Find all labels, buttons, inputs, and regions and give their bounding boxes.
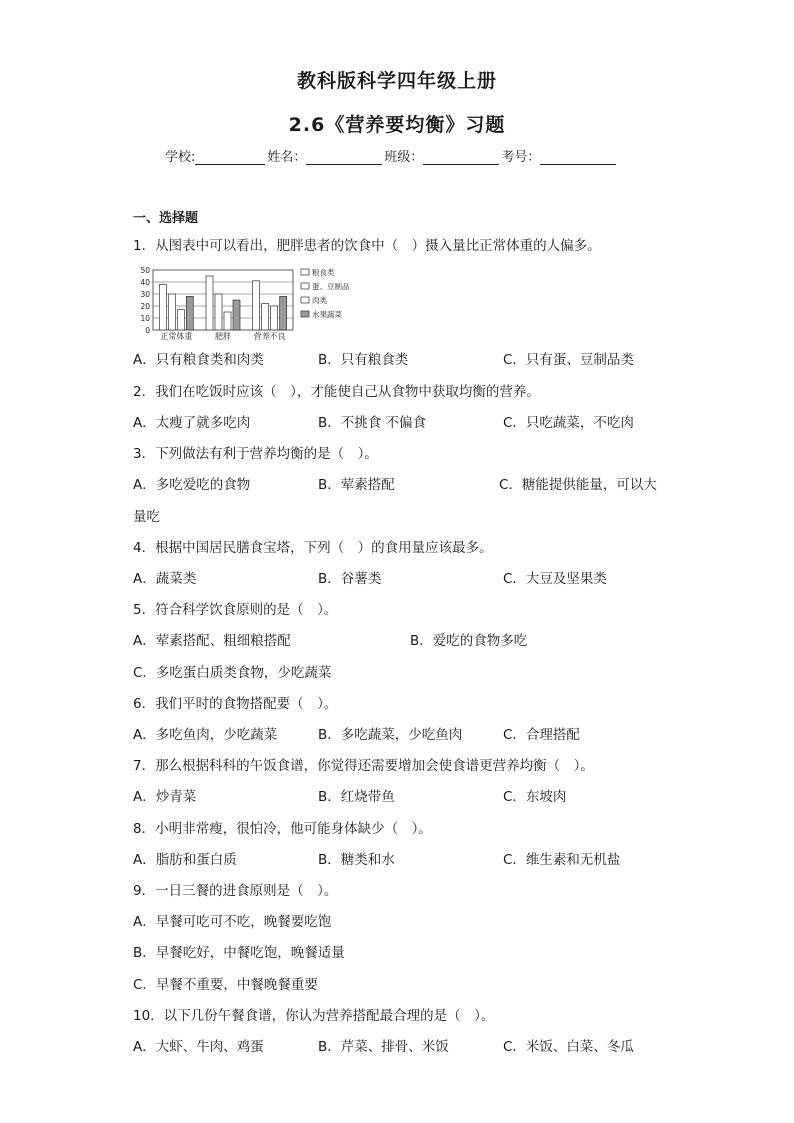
question-5-option-b[interactable]: B．爱吃的食物多吃 [410,633,528,649]
legend-swatch [301,311,309,317]
legend-label: 肉类 [312,296,327,305]
class-label: 班级： [384,150,424,165]
y-tick-label: 50 [140,266,150,275]
question-3-option-a[interactable]: A．多吃爱吃的食物 [133,477,251,493]
y-tick-label: 0 [145,326,150,335]
school-blank[interactable] [195,151,265,165]
bar [159,284,166,330]
y-tick-label: 40 [140,278,150,287]
question-7-option-c[interactable]: C．东坡肉 [503,789,567,805]
question-1-option-a[interactable]: A．只有粮食类和肉类 [133,352,264,368]
question-7-option-b[interactable]: B．红烧带鱼 [318,789,395,805]
question-5-stem: 5．符合科学饮食原则的是（ ）。 [133,602,338,618]
exam-no-label: 考号： [501,150,541,165]
question-4-stem: 4．根据中国居民膳食宝塔，下列（ ）的食用量应该最多。 [133,540,493,556]
nutrition-bar-chart [131,264,371,340]
question-2-option-c[interactable]: C．只吃蔬菜，不吃肉 [503,415,634,431]
bar [262,304,269,330]
question-5-option-a[interactable]: A．荤素搭配、粗细粮搭配 [133,633,291,649]
question-2-option-a[interactable]: A．太瘦了就多吃肉 [133,415,251,431]
page-subtitle: 2.6《营养要均衡》习题 [288,114,506,136]
question-4-option-a[interactable]: A．蔬菜类 [133,571,197,587]
bar [215,294,222,330]
school-label: 学校: [165,150,196,165]
legend-swatch [301,269,309,275]
bar [186,296,193,330]
question-1-stem: 1．从图表中可以看出，肥胖患者的饮食中（ ）摄入量比正常体重的人偏多。 [133,238,601,254]
question-3-option-c-continued: 量吃 [133,509,160,525]
page-title: 教科版科学四年级上册 [296,70,497,92]
x-tick-label: 肥胖 [215,332,231,340]
question-3-stem: 3．下列做法有利于营养均衡的是（ ）。 [133,446,378,462]
question-6-option-b[interactable]: B．多吃蔬菜，少吃鱼肉 [318,727,463,743]
legend-swatch [301,283,309,289]
bar [253,281,260,330]
question-10-stem: 10．以下几份午餐食谱，你认为营养搭配最合理的是（ ）。 [133,1008,495,1024]
question-10-option-b[interactable]: B．芹菜、排骨、米饭 [318,1039,449,1055]
question-2-stem: 2．我们在吃饭时应该（ ），才能使自己从食物中获取均衡的营养。 [133,384,540,400]
question-6-stem: 6．我们平时的食物搭配要（ ）。 [133,696,338,712]
question-8-stem: 8．小明非常瘦，很怕冷，他可能身体缺少（ ）。 [133,821,432,837]
question-1-option-c[interactable]: C．只有蛋、豆制品类 [503,352,634,368]
question-7-option-a[interactable]: A．炒青菜 [133,789,197,805]
question-7-stem: 7．那么根据科科的午饭食谱，你觉得还需要增加会使食谱更营养均衡（ ）。 [133,758,594,774]
question-10-option-c[interactable]: C．米饭、白菜、冬瓜 [503,1039,634,1055]
y-tick-label: 20 [140,302,150,311]
y-tick-label: 30 [140,290,150,299]
bar [233,300,240,330]
question-4-option-b[interactable]: B．谷薯类 [318,571,382,587]
legend-label: 蛋、豆制品 [312,282,350,291]
question-6-option-c[interactable]: C．合理搭配 [503,727,580,743]
y-tick-label: 10 [140,314,150,323]
question-8-option-a[interactable]: A．脂肪和蛋白质 [133,852,237,868]
class-blank[interactable] [423,151,499,165]
question-2-option-b[interactable]: B．不挑食 不偏食 [318,415,427,431]
bar [168,294,175,330]
question-6-option-a[interactable]: A．多吃鱼肉，少吃蔬菜 [133,727,278,743]
question-10-option-a[interactable]: A．大虾、牛肉、鸡蛋 [133,1039,264,1055]
question-9-stem: 9．一日三餐的进食原则是（ ）。 [133,883,338,899]
question-4-option-c[interactable]: C．大豆及坚果类 [503,571,607,587]
exam-no-blank[interactable] [540,151,616,165]
legend-label: 粮食类 [312,268,335,277]
question-3-option-c[interactable]: C．糖能提供能量，可以大 [499,477,657,493]
bar [271,306,278,330]
bar [224,312,231,330]
student-info-row [165,146,618,165]
question-3-option-b[interactable]: B．荤素搭配 [318,477,395,493]
bar [206,276,213,330]
question-9-option-c[interactable]: C．早餐不重要，中餐晚餐重要 [133,977,318,993]
legend-swatch [301,297,309,303]
question-9-option-b[interactable]: B．早餐吃好，中餐吃饱，晚餐适量 [133,945,345,961]
x-tick-label: 正常体重 [160,332,193,340]
section-title: 一、选择题 [133,211,199,226]
bar [177,310,184,330]
question-1-option-b[interactable]: B．只有粮食类 [318,352,409,368]
question-9-option-a[interactable]: A．早餐可吃可不吃，晚餐要吃饱 [133,914,332,930]
name-label: 姓名： [267,150,307,165]
legend-label: 水果蔬菜 [312,310,342,319]
question-8-option-b[interactable]: B．糖类和水 [318,852,395,868]
bar [280,296,287,330]
question-8-option-c[interactable]: C．维生素和无机盐 [503,852,621,868]
x-tick-label: 营养不良 [253,332,286,340]
question-5-option-c[interactable]: C．多吃蛋白质类食物，少吃蔬菜 [133,665,332,681]
name-blank[interactable] [306,151,382,165]
